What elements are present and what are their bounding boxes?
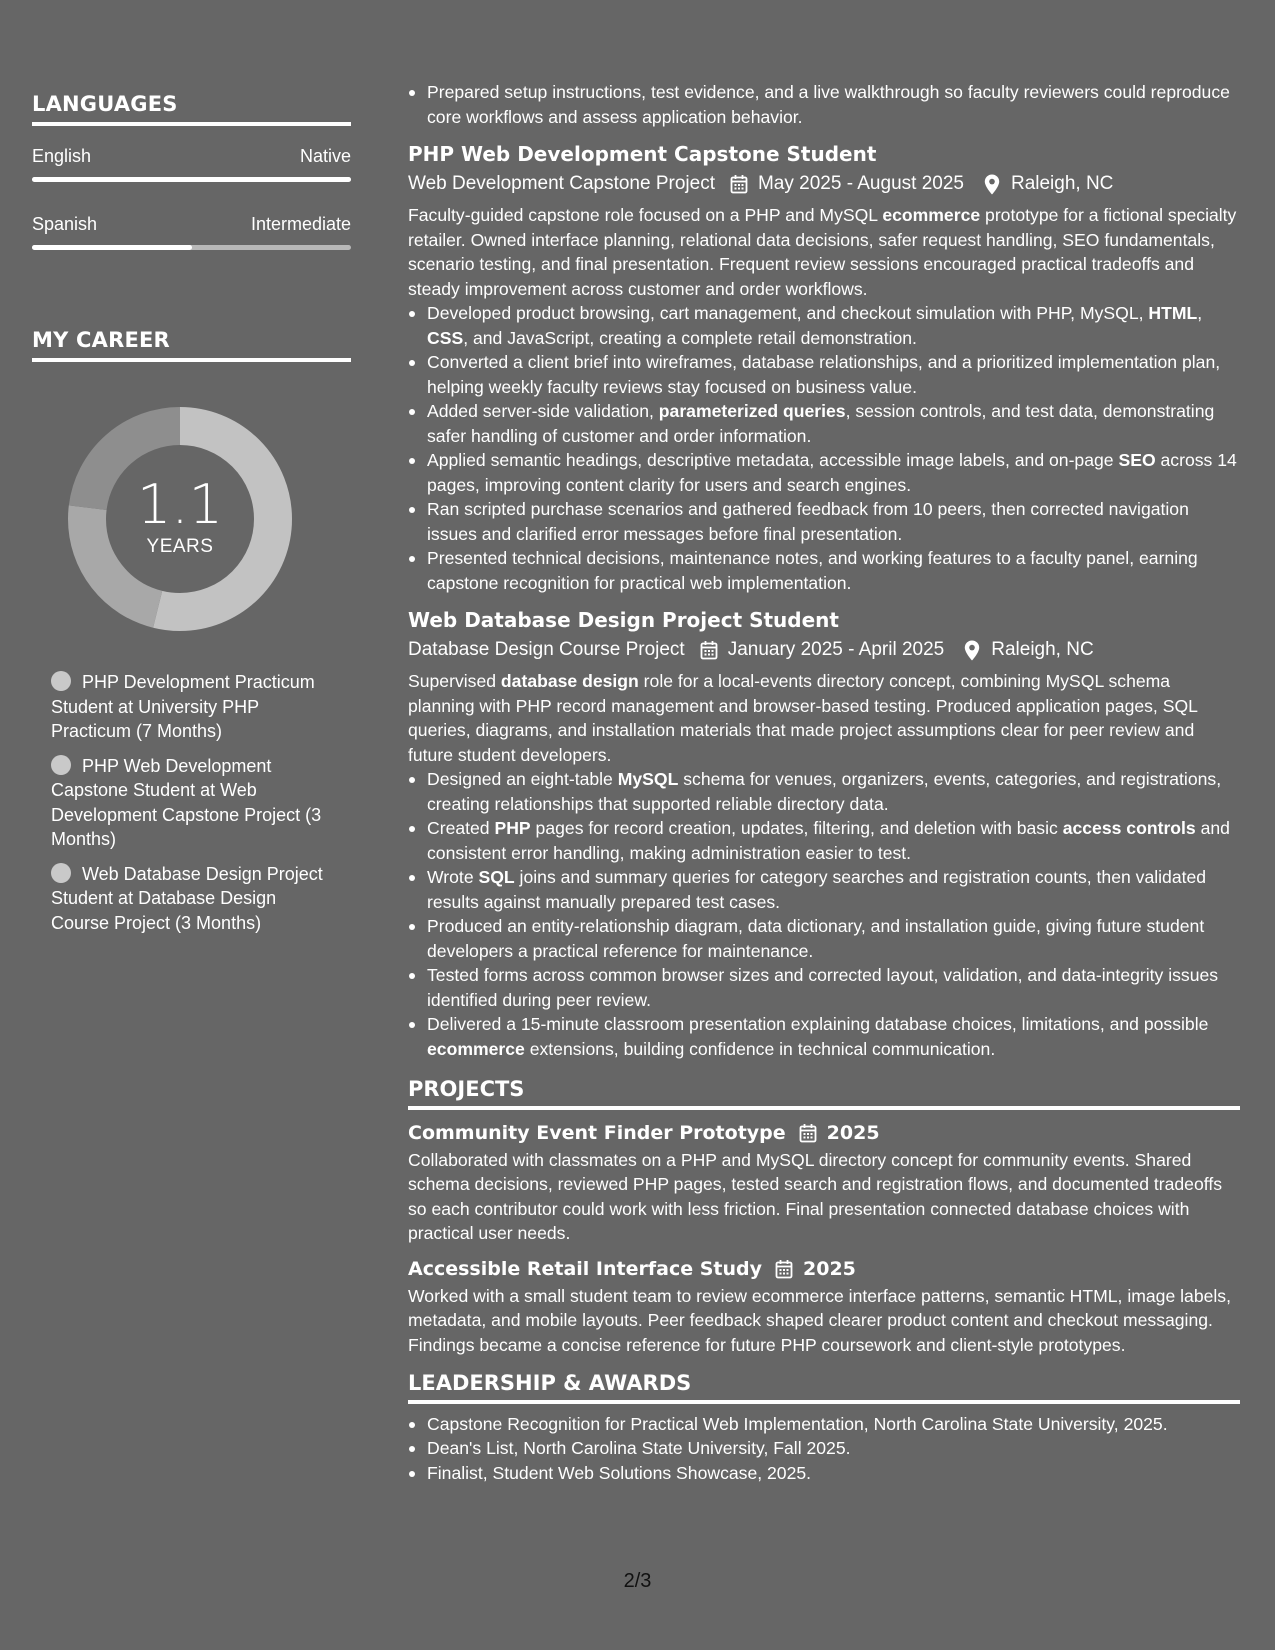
bullet-item: Delivered a 15-minute classroom presentation explaining database choices, limitations, and possible ecommerce extensions, building confidence in technical communication. [408, 1012, 1240, 1061]
project-name: Community Event Finder Prototype [408, 1121, 786, 1144]
job-dates: May 2025 - August 2025 [757, 173, 964, 194]
career-item-text: PHP Development Practicum Student at University PHP Practicum (7 Months) [51, 672, 315, 741]
bold-keyword: HTML [1148, 303, 1198, 323]
bullet-item: Tested forms across common browser sizes and corrected layout, validation, and data-integrity issues identified during peer review. [408, 963, 1240, 1012]
job-location: Raleigh, NC [991, 639, 1094, 660]
map-pin-icon [962, 639, 982, 661]
career-item-text: Web Database Design Project Student at Database Design Course Project (3 Months) [51, 863, 323, 933]
calendar-icon [699, 639, 719, 661]
main-content [408, 80, 1240, 1485]
bold-keyword: parameterized queries [658, 401, 846, 421]
bullet-item: Added server-side validation, parameterized queries, session controls, and test data, demonstrating safer handling of customer and order information. [408, 399, 1240, 448]
award-item: Finalist, Student Web Solutions Showcase, 2025. [408, 1461, 1240, 1486]
language-name: Spanish [32, 214, 98, 234]
bold-keyword: SEO [1118, 450, 1156, 470]
language-level: Intermediate [250, 214, 351, 234]
project-entry [408, 1256, 1240, 1358]
bullet-item: Produced an entity-relationship diagram, data dictionary, and installation guide, giving future student developers a practical reference for maintenance. [408, 914, 1240, 963]
bullet-item: Presented technical decisions, maintenance notes, and working features to a faculty panel, earning capstone recognition for practical web implementation. [408, 546, 1240, 595]
language-proficiency-bar [32, 245, 351, 250]
bold-keyword: SQL [478, 867, 515, 887]
career-list [51, 670, 336, 935]
map-pin-icon [982, 173, 1002, 195]
job-bullets [408, 301, 1240, 595]
calendar-icon [729, 173, 749, 195]
bullet-item: Ran scripted purchase scenarios and gathered feedback from 10 peers, then corrected navigation issues and clarified error messages before final presentation. [408, 497, 1240, 546]
experience-entry [408, 606, 1240, 1061]
sidebar [32, 92, 351, 945]
circle-dot-icon [51, 755, 71, 775]
project-year: 2025 [826, 1121, 880, 1144]
language-proficiency-fill [32, 177, 351, 182]
bullet-item: Wrote SQL joins and summary queries for category searches and registration counts, then validated results against manually prepared test cases. [408, 865, 1240, 914]
experience-entry [408, 140, 1240, 595]
career-heading: MY CAREER [32, 328, 351, 362]
bold-keyword: MySQL [617, 769, 679, 789]
project-entry [408, 1120, 1240, 1246]
bullet-item: Applied semantic headings, descriptive metadata, accessible image labels, and on-page SEO across 14 pages, improving content clarity for users and search engines. [408, 448, 1240, 497]
bold-keyword: database design [500, 671, 639, 691]
career-donut-chart [67, 406, 293, 632]
award-item: Dean's List, North Carolina State University, Fall 2025. [408, 1436, 1240, 1461]
career-item [51, 754, 336, 852]
job-title: Web Database Design Project Student [408, 608, 839, 632]
career-item [51, 670, 336, 744]
job-location: Raleigh, NC [1010, 173, 1114, 194]
career-total-value: 1.1 [137, 473, 223, 536]
award-item: Capstone Recognition for Practical Web Implementation, North Carolina State University, 2025. [408, 1412, 1240, 1437]
job-dates: January 2025 - April 2025 [727, 639, 945, 660]
job-meta [408, 171, 1240, 197]
language-proficiency-fill [32, 245, 192, 250]
calendar-icon [798, 1122, 818, 1144]
bullet-item: Created PHP pages for record creation, updates, filtering, and deletion with basic access controls and consistent error handling, making administration easier to test. [408, 816, 1240, 865]
calendar-icon [774, 1258, 794, 1280]
languages-heading: LANGUAGES [32, 92, 351, 126]
project-name: Accessible Retail Interface Study [408, 1257, 762, 1280]
bullet-item: Designed an eight-table MySQL schema for venues, organizers, events, categories, and registrations, creating relationships that supported reliable directory data. [408, 767, 1240, 816]
career-total-unit: YEARS [146, 536, 214, 557]
projects-heading: PROJECTS [408, 1077, 1240, 1110]
project-description: Worked with a small student team to review ecommerce interface patterns, semantic HTML, image labels, metadata, and mobile layouts. Peer feedback shaped clearer product content and checkout messaging. Findings became a concise reference for future PHP coursework and client-style prototypes. [408, 1285, 1231, 1355]
bold-keyword: ecommerce [427, 1038, 525, 1059]
language-proficiency-bar [32, 177, 351, 182]
bold-keyword: ecommerce [882, 205, 981, 225]
career-item [51, 862, 336, 936]
job-organization: Database Design Course Project [408, 639, 685, 660]
bullet-item: Developed product browsing, cart management, and checkout simulation with PHP, MySQL, HTML, CSS, and JavaScript, creating a complete retail demonstration. [408, 301, 1240, 350]
project-description: Collaborated with classmates on a PHP and MySQL directory concept for community events. Shared schema decisions, reviewed PHP pages, tested search and registration flows, and documented tradeoffs so each contributor could work with less friction. Final presentation connected database choices with practical user needs. [408, 1149, 1223, 1243]
job-description: Supervised database design role for a local-events directory concept, combining MySQL schema planning with PHP record management and browser-based testing. Produced application pages, SQL queries, diagrams, and installation materials that made project assumptions clear for peer review and future student developers. [408, 671, 1198, 765]
bold-keyword: CSS [427, 327, 464, 348]
job-bullets [408, 767, 1240, 1061]
bullet-item: Converted a client brief into wireframes, database relationships, and a prioritized implementation plan, helping weekly faculty reviews stay focused on business value. [408, 350, 1240, 399]
continued-bullets [408, 80, 1240, 129]
project-year: 2025 [803, 1257, 856, 1280]
job-meta [408, 637, 1240, 663]
bold-keyword: PHP [494, 818, 531, 838]
job-description: Faculty-guided capstone role focused on a PHP and MySQL ecommerce prototype for a fictional specialty retailer. Owned interface planning, relational data decisions, safer request handling, SEO fundamentals, scenario testing, and final presentation. Frequent review sessions encouraged practical tradeoffs and steady improvement across customer and order workflows. [408, 205, 1237, 299]
leadership-list [408, 1412, 1240, 1486]
leadership-heading: LEADERSHIP & AWARDS [408, 1371, 1240, 1404]
language-level: Native [299, 146, 351, 166]
language-spanish [32, 214, 351, 250]
job-title: PHP Web Development Capstone Student [408, 142, 877, 166]
bullet-item: Prepared setup instructions, test evidence, and a live walkthrough so faculty reviewers could reproduce core workflows and assess application behavior. [408, 80, 1240, 129]
language-name: English [32, 146, 92, 166]
language-english [32, 146, 351, 182]
career-item-text: PHP Web Development Capstone Student at Web Development Capstone Project (3 Months) [51, 755, 322, 849]
job-organization: Web Development Capstone Project [408, 173, 715, 194]
circle-dot-icon [51, 671, 71, 691]
page-number: 2/3 [623, 1570, 652, 1592]
circle-dot-icon [51, 863, 71, 883]
bold-keyword: access controls [1062, 818, 1196, 838]
